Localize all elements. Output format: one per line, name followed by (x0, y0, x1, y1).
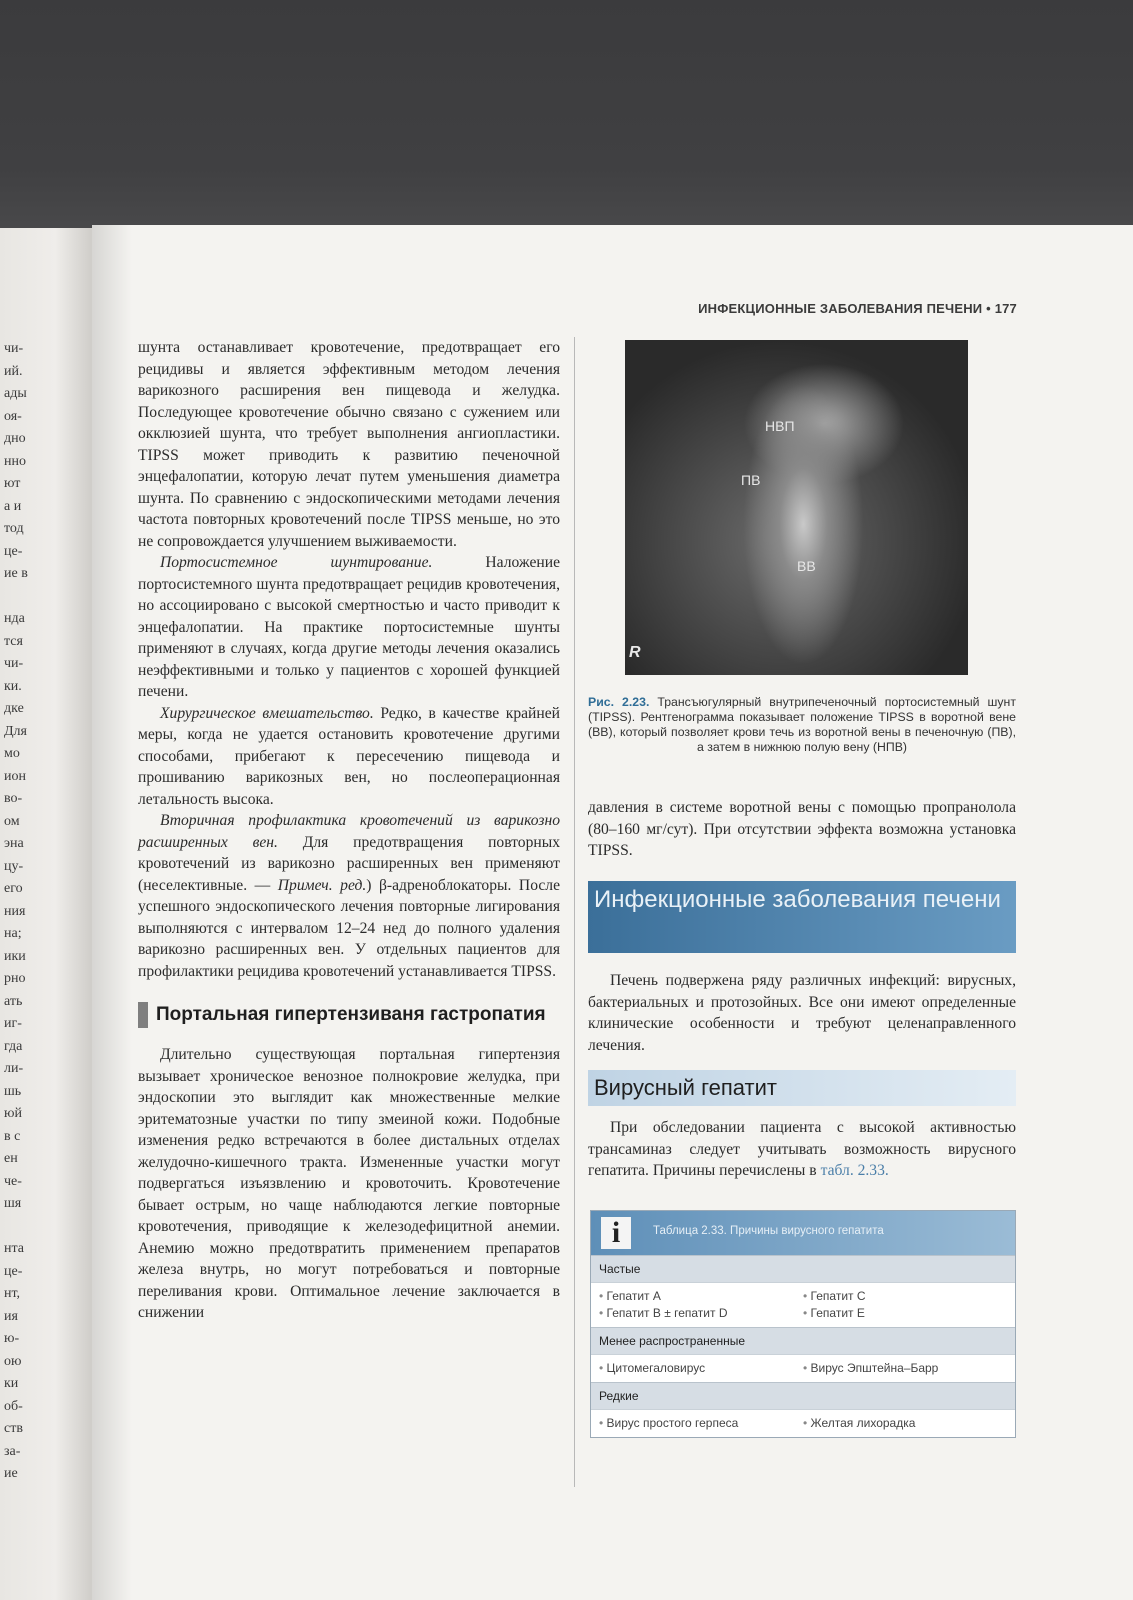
term: Хирургическое вмешательство. (160, 704, 374, 722)
table-cell-left (599, 1360, 803, 1377)
left-page-text-fragment: нно (4, 453, 26, 469)
term: Портосистемное шунтирование. (160, 554, 433, 571)
subsection-banner (588, 1070, 1016, 1106)
left-page-text-fragment: эна (4, 836, 24, 851)
figure-caption: Рис. 2.23. Трансъюгулярный внутрипеченочный портосистемный шунт (TIPSS). Рентгенограмма показывает положение TIPSS в воротной вене (ВВ), который позволяет крови течь из воротной вены в печеночную (ПВ), а затем в нижнюю полую вену (НПВ) (588, 695, 1016, 754)
table-item: • Гепатит С (803, 1288, 1007, 1305)
heading-text: Портальная гипертензиваня гастропатия (156, 1004, 546, 1025)
paragraph: Вторичная профилактика кровотечений из варикозно расширенных вен. Для предотвращения повторных кровотечений из варикозно расширенных вен применяют (неселективные. — Примеч. ред.) β-адреноблокаторы. После успешного эндоскопического лечения повторные лигирования выполняются с интервалом 12–24 нед до полного удаления варикозно расширенных вен. У отдельных пациентов для профилактики рецидива кровотечений устанавливается TIPSS. (138, 812, 561, 980)
editor-note: Примеч. ред. (277, 876, 367, 894)
right-column-text (588, 970, 1016, 1056)
left-page-text-fragment: ие в (4, 566, 28, 581)
left-page-text-fragment: нда (4, 611, 25, 626)
left-page-text-fragment: дке (4, 701, 24, 716)
left-page-text-fragment: ады (4, 386, 27, 401)
left-page-text-fragment: тод (4, 521, 24, 536)
xray-image (625, 340, 968, 675)
right-column-continuation (588, 797, 1016, 862)
table-reference: табл. 2.33. (820, 1162, 889, 1179)
left-page-text-fragment: ен (4, 1151, 18, 1166)
left-column (138, 337, 560, 1324)
paragraph: При обследовании пациента с высокой активностью трансаминаз следует учитывать возможность вирусного гепатита. Причины перечислены в табл. 2.33. (588, 1119, 1016, 1179)
figure-number: Рис. 2.23. (588, 695, 650, 709)
right-column-text (588, 1117, 1016, 1182)
table-item: • Желтая лихорадка (803, 1415, 1007, 1432)
left-page-text-fragment: в с (4, 1128, 21, 1144)
left-page-text-fragment: Для (4, 723, 27, 739)
info-icon: i (601, 1217, 631, 1249)
book-page (92, 225, 1133, 1600)
left-page-text-fragment: ств (4, 1421, 23, 1436)
table-section-label: Редкие (591, 1382, 1015, 1409)
table-cell-right (803, 1415, 1007, 1432)
left-page-text-fragment: нта (4, 1241, 24, 1256)
table-cell-left (599, 1288, 803, 1322)
left-page-text-fragment: чи- (4, 656, 24, 671)
left-page-text-fragment: ион (4, 768, 26, 784)
table-section-label: Частые (591, 1255, 1015, 1282)
left-page-text-fragment: ать (4, 993, 23, 1009)
label-r: R (629, 644, 641, 661)
left-page-text-fragment: мо (4, 746, 20, 761)
table-row (591, 1282, 1015, 1327)
left-page-text-fragment: ния (4, 903, 26, 919)
table-section-label: Менее распространенные (591, 1327, 1015, 1354)
adjacent-page-edge (0, 228, 92, 1600)
left-page-text-fragment: а и (4, 498, 22, 514)
paragraph: Хирургическое вмешательство. Редко, в качестве крайней меры, когда не удается остановить кровотечение другими способами, прибегают к пересечению пищевода и прошиванию варикозных вен, но послеоперационная летальность высока. (138, 704, 560, 808)
left-page-text-fragment: гда (4, 1038, 23, 1054)
left-page-text-fragment: цу- (4, 858, 24, 874)
left-page-text-fragment: ю- (4, 1331, 20, 1346)
left-page-text-fragment: ют (4, 476, 21, 491)
left-page-text-fragment: це- (4, 1263, 23, 1279)
left-page-text-fragment: шя (4, 1196, 22, 1211)
table-cell-right (803, 1288, 1007, 1322)
column-divider (574, 337, 575, 1487)
table-cell-right (803, 1360, 1007, 1377)
term: Вторичная профилактика кровотечений из варикозно расширенных вен. (138, 812, 560, 851)
left-page-text-fragment: на; (4, 926, 22, 941)
left-page-text-fragment: об- (4, 1398, 23, 1414)
left-page-text-fragment: ки. (4, 678, 22, 694)
left-page-text-fragment: ою (4, 1353, 22, 1369)
paragraph: шунта останавливает кровотечение, предотвращает его рецидивы и является эффективным методом лечения варикозного расширения вен пищевода и желудка. Последующее кровотечение обычно связано с сужением или окклюзией шунта, что требует выполнения ангиопластики. TIPSS может приводить к развитию печеночной энцефалопатии, которую лечат путем уменьшения диаметра шунта. По сравнению с эндоскопическими методами лечения частота повторных кровотечений после TIPSS меньше, но это не сопровождается улучшением выживаемости. (138, 339, 560, 550)
table-item: • Вирус простого герпеса (599, 1415, 803, 1432)
scanner-background (0, 0, 1133, 240)
table-item: • Гепатит А (599, 1288, 803, 1305)
heading-bar (138, 1002, 148, 1028)
table-item: • Гепатит В ± гепатит D (599, 1305, 803, 1322)
paragraph: Портосистемное шунтирование. Наложение портосистемного шунта предотвращает рецидив кровотечения, но ассоциировано с высокой смертностью и часто приводит к энцефалопатии. На практике портосистемные шунты применяют в случаях, когда другие методы лечения оказались неэффективными и только у пациентов с хорошей функцией печени. (138, 554, 561, 700)
table-item: • Цитомегаловирус (599, 1360, 803, 1377)
left-page-text-fragment: ики (4, 948, 26, 964)
table-row (591, 1409, 1015, 1437)
paragraph: давления в системе воротной вены с помощью пропранолола (80–160 мг/сут). При отсутствии эффекта возможна установка TIPSS. (588, 799, 1016, 859)
left-page-text-fragment: за- (4, 1443, 21, 1459)
left-page-text-fragment: юй (4, 1106, 22, 1121)
left-page-text-fragment: нт, (4, 1286, 21, 1301)
section-banner (588, 881, 1016, 953)
left-page-text-fragment: чи- (4, 341, 24, 356)
left-page-text-fragment: че- (4, 1173, 22, 1189)
running-head: ИНФЕКЦИОННЫЕ ЗАБОЛЕВАНИЯ ПЕЧЕНИ • 177 (698, 301, 1017, 316)
label-nvp: НВП (765, 418, 795, 434)
table-row (591, 1354, 1015, 1382)
section-title: Инфекционные заболевания печени (594, 886, 1001, 913)
table-title: Таблица 2.33. Причины вирусного гепатита (653, 1225, 884, 1237)
label-vv: ВВ (797, 558, 816, 574)
left-page-text-fragment: ли- (4, 1061, 24, 1076)
left-page-text-fragment: во- (4, 791, 23, 806)
section-heading (138, 1002, 560, 1028)
label-pv: ПВ (741, 472, 761, 488)
left-page-text-fragment: ия (4, 1308, 18, 1324)
table-item: • Вирус Эпштейна–Барр (803, 1360, 1007, 1377)
subsection-title: Вирусный гепатит (594, 1075, 777, 1100)
left-page-text-fragment: его (4, 881, 23, 896)
left-page-text-fragment: рно (4, 971, 26, 986)
paragraph: Печень подвержена ряду различных инфекций: вирусных, бактериальных и протозойных. Все они имеют определенные клинические особенности и требуют целенаправленного лечения. (588, 972, 1016, 1054)
left-page-text-fragment: оя- (4, 408, 22, 424)
left-page-text-fragment: ки (4, 1376, 19, 1391)
left-page-text-fragment: ом (4, 813, 20, 829)
left-page-text-fragment: дно (4, 431, 26, 446)
left-page-text-fragment: иг- (4, 1016, 22, 1031)
table-item: • Гепатит Е (803, 1305, 1007, 1322)
left-page-text-fragment: шь (4, 1083, 22, 1099)
left-page-text-fragment: ий. (4, 363, 23, 379)
left-page-text-fragment: ие (4, 1466, 18, 1481)
left-page-text-fragment: тся (4, 633, 23, 649)
table-header (591, 1211, 1015, 1255)
paragraph: Длительно существующая портальная гипертензия вызывает хроническое венозное полнокровие желудка, при эндоскопии это выглядит как множественные мелкие эритематозные участки по типу змеиной кожи. Подобные изменения редко встречаются в более дистальных отделах желудочно-кишечного тракта. Измененные участки могут подвергаться изъязвлению и кровоточить. Кровотечение бывает острым, но чаще наблюдаются легкие повторные кровотечения, приводящие к железодефицитной анемии. Анемию можно предотвратить применением препаратов железа внутрь, но могут потребоваться и повторные переливания крови. Оптимальное лечение заключается в снижении (138, 1046, 560, 1321)
info-table (590, 1210, 1016, 1438)
left-page-text-fragment: це- (4, 543, 23, 559)
table-cell-left (599, 1415, 803, 1432)
